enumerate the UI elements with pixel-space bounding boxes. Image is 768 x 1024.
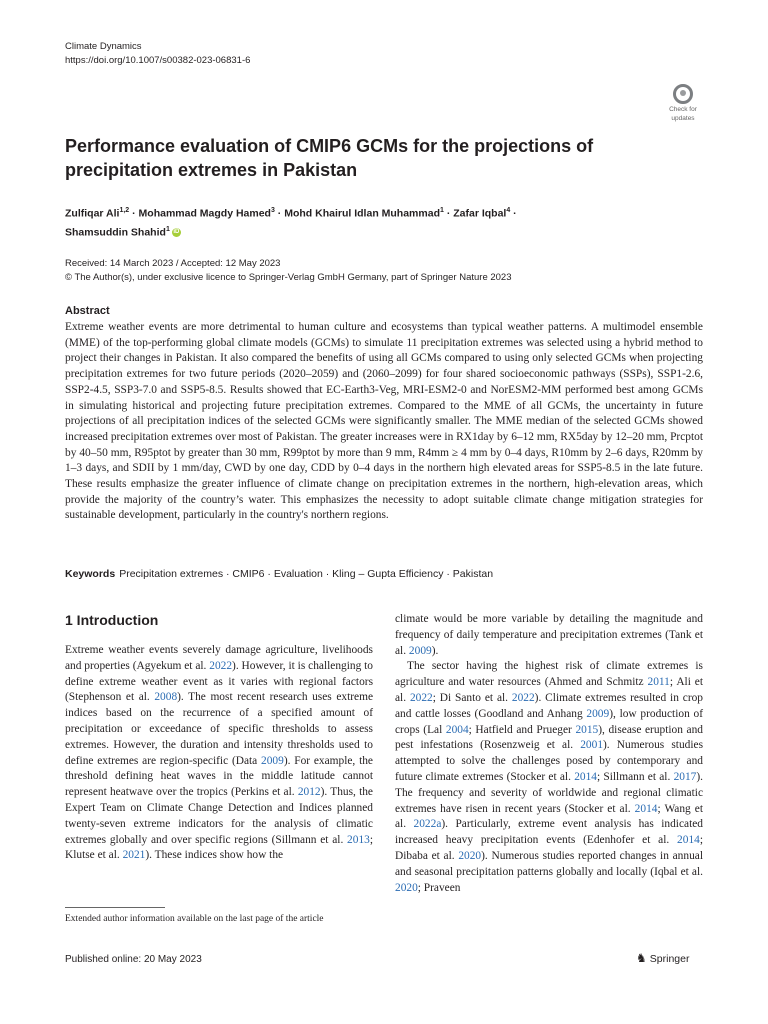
citation-link[interactable]: 2001 — [580, 739, 604, 752]
received-accepted: Received: 14 March 2023 / Accepted: 12 May 2023 — [65, 258, 281, 269]
doi-link[interactable]: https://doi.org/10.1007/s00382-023-06831-6 — [65, 55, 251, 66]
citation-link[interactable]: 2017 — [673, 770, 697, 783]
citation-link[interactable]: 2011 — [647, 676, 670, 689]
author-affiliation-mark: 4 — [506, 207, 511, 214]
author-name[interactable]: Mohammad Magdy Hamed — [138, 207, 271, 220]
journal-name: Climate Dynamics — [65, 41, 142, 52]
citation-link[interactable]: 2014 — [574, 770, 597, 783]
copyright: © The Author(s), under exclusive licence to Springer-Verlag GmbH Germany, part of Springer Nature 2023 — [65, 272, 512, 283]
author-list: Zulfiqar Ali$^{1,2}$ · Mohammad Magdy Hamed$^3$ · Mohd Khairul Idlan Muhammad$^1$ · Zafar Iqbal$^4$ · Shamsuddin Shahid$^1$ iD — [65, 207, 517, 238]
author-affiliation-mark: 1 — [440, 207, 444, 214]
journal-header — [65, 40, 250, 68]
citation-link[interactable]: 2009 — [408, 644, 432, 657]
citation-link[interactable]: 2022a — [413, 818, 442, 831]
orcid-icon[interactable]: iD — [173, 228, 180, 235]
author-name[interactable]: Zafar Iqbal — [453, 207, 507, 220]
intro-paragraph: climate would be more variable by detailing the magnitude and frequency of daily temperature and precipitation extremes (Tank et al. 2009). — [395, 613, 703, 657]
publisher-logo — [636, 951, 689, 965]
check-badge-line2: updates — [671, 115, 695, 122]
check-for-updates-badge[interactable] — [664, 84, 702, 124]
intro-column-right — [395, 612, 703, 896]
citation-link[interactable]: 2009 — [261, 754, 284, 767]
citation-link[interactable]: 2015 — [575, 723, 599, 736]
check-badge-line1: Check for — [669, 106, 697, 113]
paper-title: Performance evaluation of CMIP6 GCMs for the projections of precipitation extremes in Pakistan — [65, 136, 594, 180]
citation-link[interactable]: 2004 — [445, 723, 469, 736]
author-affiliation-mark: 3 — [270, 207, 275, 214]
citation-link[interactable]: 2009 — [586, 707, 610, 720]
citation-link[interactable]: 2014 — [677, 834, 700, 847]
abstract-text: Extreme weather events are more detrimental to human culture and ecosystems than typical weather patterns. A multimodel ensemble (MME) of the top-performing global climate models (GCMs) to simulate 11 precipitation extremes was selected using a hybrid method to project their changes in Pakistan. It also compared the benefits of using all GCMs compared to using only selected GCMs when projecting precipitation extremes for two future periods (2020–2059) and (2060–2099) for four shared socioeconomic pathways (SSPs), SSP1-2.6, SSP2-4.5, SSP3-7.0 and SSP5-8.5. Results showed that EC-Earth3-Veg, MRI-ESM2-0 and NorESM2-MM performed best among GCMs in simulating historical and projecting future precipitation extremes. Compared to the MME of all GCMs, the uncertainty in future projections of all precipitation indices of the selected GCMs were significantly smaller. The MME median of the selected GCMs showed increased precipitation extremes over most of Pakistan. The greater increases were in RX1day by 6–12 mm, RX5day by 12–20 mm, Prcptot by 40–50 mm, R95ptot by greater than 30 mm, R99ptot by more than 9 mm, R4mm ≥ 4 mm by 0–4 days, R10mm by 2–6 days, R20mm by 1–3 days, and SDII by 1 mm/day, CWD by one day, CDD by 0–4 days in the northern high elevated areas for SSP5-8.5 in the late future. These results emphasize the greater influence of climate change on precipitation extremes in the northern, high-elevation areas, which provide the majority of the country’s water. This emphasizes the necessity to adopt suitable climate change mitigation strategies for sustainable development, particularly in the country's northern regions. — [65, 321, 703, 522]
intro-column-left: Extreme weather events severely damage agriculture, livelihoods and properties (Agyekum et al. 2022). However, it is challenging to define extreme weather event as it varies with regional factors (Stephenson et al. 2008). The most recent research uses extreme indices based on the recurrence of a specified amount of precipitation or exceedance of specific thresholds to assess extremes. However, the duration and intensity thresholds used to define extremes are region-specific (Data 2009). For example, the threshold defining heat waves in the middle latitude cannot represent heatwave over the tropics (Perkins et al. 2012). Thus, the Expert Team on Climate Change Detection and Indices planned twenty-seven extreme indicators for the analysis of climatic extremes globally and over specific regions (Sillmann et al. 2013; Klutse et al. 2021). These indices show how the — [65, 644, 373, 862]
citation-link[interactable]: 2022 — [511, 691, 535, 704]
citation-link[interactable]: 2008 — [154, 691, 178, 704]
keywords-text: Precipitation extremes · CMIP6 · Evaluation · Kling – Gupta Efficiency · Pakistan — [119, 568, 494, 580]
citation-link[interactable]: 2012 — [297, 786, 321, 799]
springer-horse-icon: ♞ — [636, 951, 647, 965]
author-affiliation-mark: 1 — [165, 225, 170, 233]
section-heading-introduction: 1 Introduction — [65, 612, 159, 628]
keywords-label: Keywords — [65, 568, 116, 580]
citation-link[interactable]: 2022 — [409, 691, 433, 704]
author-name[interactable]: Mohd Khairul Idlan Muhammad — [284, 207, 440, 220]
citation-link[interactable]: 2014 — [634, 802, 658, 815]
abstract-heading: Abstract — [65, 305, 110, 317]
citation-link[interactable]: 2020 — [458, 849, 482, 862]
citation-link[interactable]: 2022 — [209, 659, 233, 672]
author-name[interactable]: Zulfiqar Ali — [65, 207, 120, 220]
footnote-divider — [65, 907, 165, 908]
published-online: Published online: 20 May 2023 — [65, 954, 202, 965]
crossmark-icon — [673, 84, 693, 104]
publisher-name: Springer — [649, 953, 690, 965]
intro-paragraph: The sector having the highest risk of climate extremes is agriculture and water resources (Ahmed and Schmitz 2011; Ali et al. 2022; Di Santo et al. 2022). Climate extremes resulted in crop and cattle losses (Goodland and Anhang 2009), low production of crops (Lal 2004; Hatfield and Prueger 2015), disease eruption and pest infestations (Rosenzweig et al. 2001). Numerous studies attempted to solve the challenges posed by contemporary and future climate extremes (Stocker et al. 2014; Sillmann et al. 2017). The frequency and severity of worldwide and regional climatic extremes have risen in recent years (Stocker et al. 2014; Wang et al. 2022a). Particularly, extreme event analysis has indicated increased heavy precipitation events (Edenhofer et al. 2014; Dibaba et al. 2020). Numerous studies reported changes in annual and seasonal precipitation patterns globally and locally (Iqbal et al. 2020; Praveen — [395, 660, 704, 894]
citation-link[interactable]: 2013 — [347, 833, 370, 846]
footnote: Extended author information available on the last page of the article — [65, 914, 324, 924]
citation-link[interactable]: 2020 — [395, 881, 418, 894]
keywords-line — [65, 567, 703, 581]
dates-block — [65, 257, 512, 285]
author-affiliation-mark: 1,2 — [119, 207, 130, 214]
citation-link[interactable]: 2021 — [122, 849, 146, 862]
author-name[interactable]: Shamsuddin Shahid — [65, 226, 166, 238]
